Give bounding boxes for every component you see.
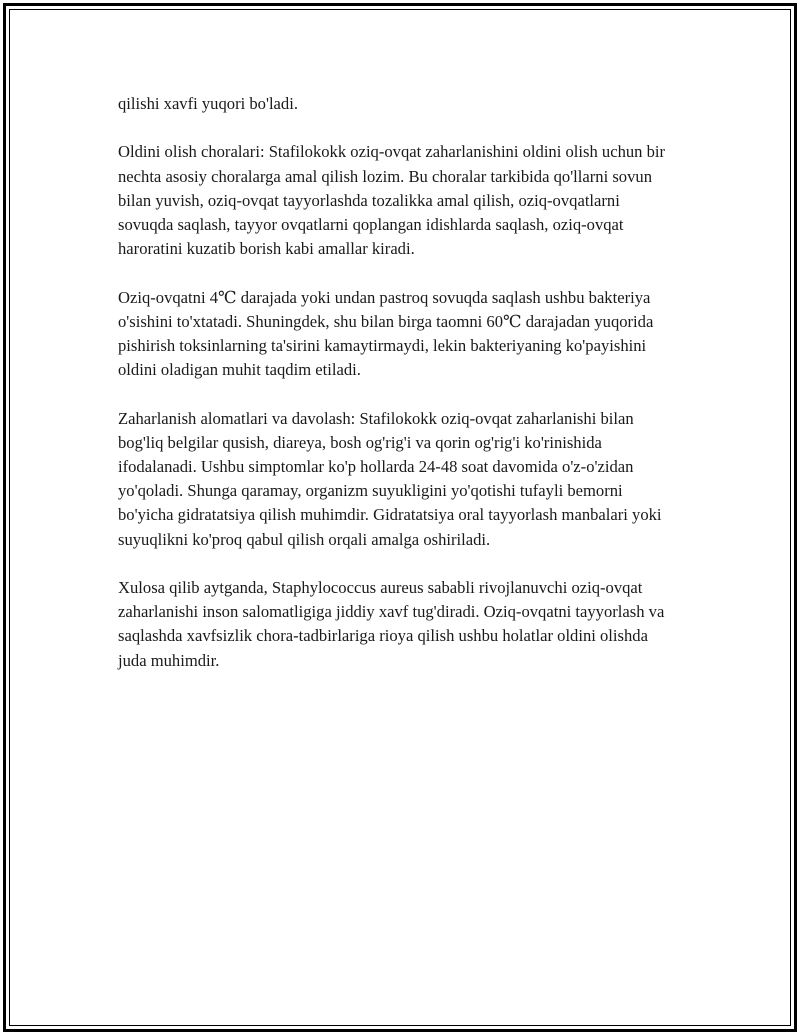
paragraph-prevention: Oldini olish choralari: Stafilokokk oziq-ovqat zaharlanishini oldini olish uchun bir nechta asosiy choralarga amal qilish lozim. Bu choralar tarkibida qo'llarni sovun bilan yuvish, oziq-ovqat tayyorlashda tozalikka amal qilish, oziq-ovqatlarni sovuqda saqlash, tayyor ovqatlarni qoplangan idishlarda saqlash, oziq-ovqat haroratini kuzatib borish kabi amallar kiradi. (118, 142, 666, 259)
paragraph-continuation: qilishi xavfi yuqori bo'ladi. (118, 94, 298, 113)
document-body (118, 92, 678, 697)
paragraph-symptoms-treatment: Zaharlanish alomatlari va davolash: Stafilokokk oziq-ovqat zaharlanishi bilan bog'liq belgilar qusish, diareya, bosh og'rig'i va qorin og'rig'i ko'rinishida ifodalanadi. Ushbu simptomlar ko'p hollarda 24-48 soat davomida o'z-o'zidan yo'qoladi. Shunga qaramay, organizm suyukligini yo'qotishi tufayli bemorni bo'yicha gidratatsiya qilish muhimdir. Gidratatsiya oral tayyorlash manbalari yoki suyuqlikni ko'proq qabul qilish orqali amalga oshiriladi. (118, 408, 662, 549)
paragraph-storage-temperature: Oziq-ovqatni 4℃ darajada yoki undan pastroq sovuqda saqlash ushbu bakteriya o'sishini to'xtatadi. Shuningdek, shu bilan birga taomni 60℃ darajadan yuqorida pishirish toksinlarning ta'sirini kamaytirmaydi, lekin bakteriyaning ko'payishini oldini oladigan muhit taqdim etiladi. (118, 287, 654, 380)
paragraph-conclusion: Xulosa qilib aytganda, Staphylococcus aureus sababli rivojlanuvchi oziq-ovqat zaharlanishi inson salomatligiga jiddiy xavf tug'diradi. Oziq-ovqatni tayyorlash va saqlashda xavfsizlik chora-tadbirlariga rioya qilish ushbu holatlar oldini olishda juda muhimdir. (118, 578, 665, 670)
